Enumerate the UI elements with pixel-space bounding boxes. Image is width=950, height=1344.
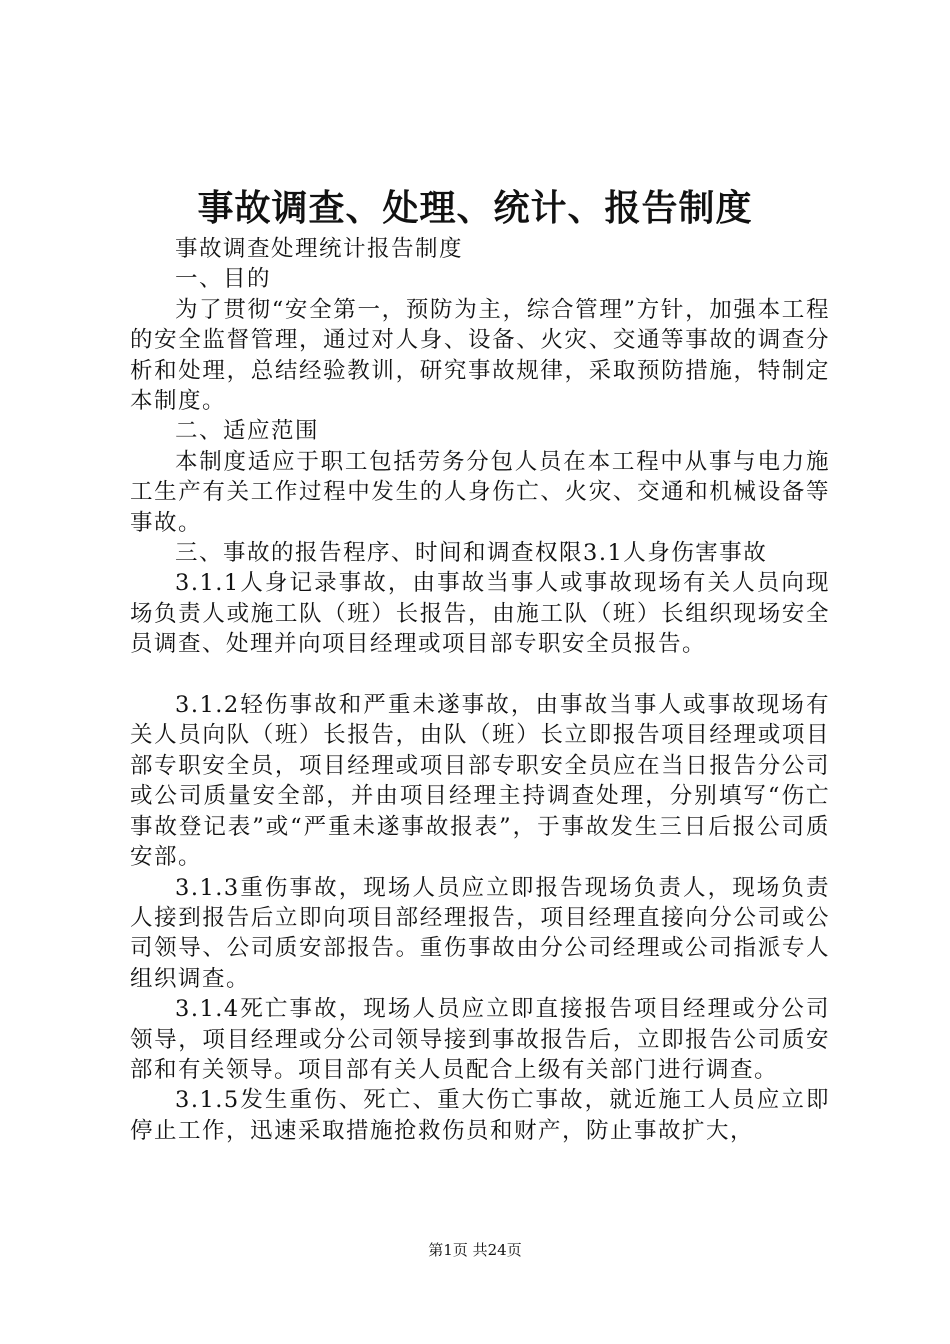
paragraph-scope: 本制度适应于职工包括劳务分包人员在本工程中从事与电力施工生产有关工作过程中发生的人身伤亡、火灾、交通和机械设备等事故。 [130, 448, 830, 536]
paragraph-purpose: 为了贯彻“安全第一，预防为主，综合管理”方针，加强本工程的安全监督管理，通过对人身、设备、火灾、交通等事故的调查分析和处理，总结经验教训，研究事故规律，采取预防措施，特制定本制度。 [130, 296, 830, 415]
paragraph-3-1-4: 3.1.4死亡事故，现场人员应立即直接报告项目经理或分公司领导，项目经理或分公司领导接到事故报告后，立即报告公司质安部和有关领导。项目部有关人员配合上级有关部门进行调查。 [130, 996, 830, 1083]
page-footer: 第1页 共24页 [428, 1241, 522, 1259]
paragraph-3-1-3: 3.1.3重伤事故，现场人员应立即报告现场负责人，现场负责人接到报告后立即向项目部经理报告，项目经理直接向分公司或公司领导、公司质安部报告。重伤事故由分公司经理或公司指派专人组织调查。 [130, 874, 830, 992]
paragraph-3-1-1: 3.1.1人身记录事故，由事故当事人或事故现场有关人员向现场负责人或施工队（班）长报告，由施工队（班）长组织现场安全员调查、处理并向项目经理或项目部专职安全员报告。 [130, 570, 830, 658]
document-title: 事故调查、处理、统计、报告制度 [197, 187, 753, 229]
paragraph-subtitle: 事故调查处理统计报告制度 [175, 236, 464, 262]
paragraph-3-1-5: 3.1.5发生重伤、死亡、重大伤亡事故，就近施工人员应立即停止工作，迅速采取措施抢救伤员和财产，防止事故扩大， [130, 1087, 830, 1144]
section-heading-procedure: 三、事故的报告程序、时间和调查权限3.1人身伤害事故 [175, 540, 768, 567]
section-heading-scope: 二、适应范围 [175, 418, 320, 445]
document-body [130, 234, 830, 1146]
section-heading-purpose: 一、目的 [175, 266, 272, 293]
paragraph-3-1-2: 3.1.2轻伤事故和严重未遂事故，由事故当事人或事故现场有关人员向队（班）长报告，由队（班）长立即报告项目经理或项目部专职安全员，项目经理或项目部专职安全员应在当日报告分公司或公司质量安全部，并由项目经理主持调查处理，分别填写“伤亡事故登记表”或“严重未遂事故报表”，于事故发生三日后报公司质安部。 [130, 692, 830, 871]
